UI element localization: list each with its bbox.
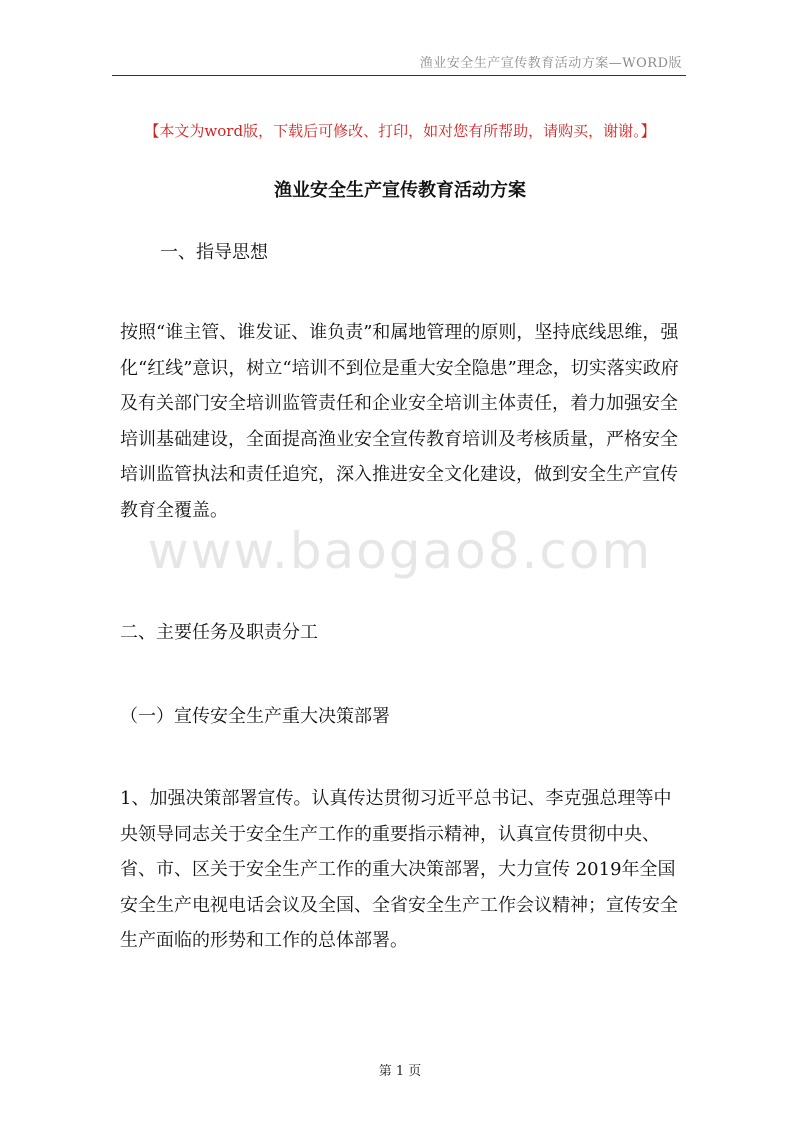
document-title: 渔业安全生产宣传教育活动方案 (274, 180, 526, 201)
page-number: 第 1 页 (378, 1064, 422, 1079)
section-heading-main-tasks: 二、主要任务及职责分工 (120, 622, 318, 643)
section-heading-guiding-ideology: 一、指导思想 (160, 242, 268, 263)
subsection-heading-publicize-decisions: （一）宣传安全生产重大决策部署 (120, 706, 390, 727)
header-rule (112, 75, 686, 76)
section-paragraph-guiding-ideology: 按照“谁主管、谁发证、谁负责”和属地管理的原则，坚持底线思维，强化“红线”意识，树立“培训不到位是重大安全隐患”理念，切实落实政府及有关部门安全培训监管责任和企业安全培训主体责任，着力加强安全培训基础建设，全面提高渔业安全宣传教育培训及考核质量，严格安全培训监管执法和责任追究，深入推进安全文化建设，做到安全生产宣传教育全覆盖。 (120, 322, 679, 521)
watermark-text: www.baogao8.com (147, 522, 653, 580)
header-title: 渔业安全生产宣传教育活动方案—WORD版 (419, 56, 682, 71)
download-notice: 【本文为word版，下载后可修改、打印，如对您有所帮助，请购买，谢谢。】 (144, 122, 656, 140)
item-paragraph-decision-publicity: 1、加强决策部署宣传。认真传达贯彻习近平总书记、李克强总理等中央领导同志关于安全生产工作的重要指示精神，认真宣传贯彻中央、省、市、区关于安全生产工作的重大决策部署，大力宣传 2019年全国安全生产电视电话会议及全国、全省安全生产工作会议精神；宣传安全生产面临的形势和工作的总体部署。 (120, 788, 678, 951)
